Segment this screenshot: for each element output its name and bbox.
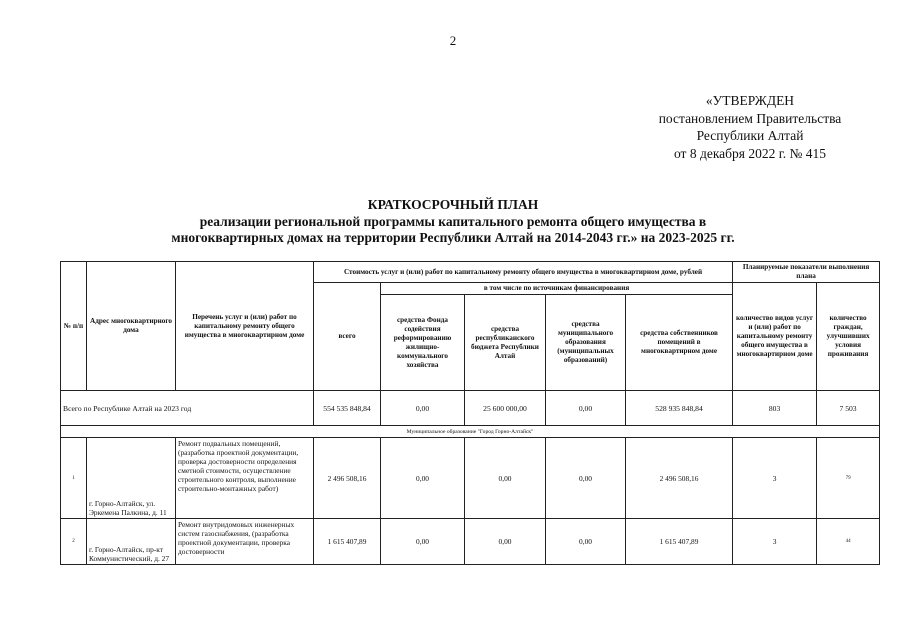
page-number: 2 xyxy=(449,33,457,48)
row-address: г. Горно-Алтайск, пр-кт Коммунистический, д. 27 xyxy=(87,519,176,565)
row-total: 2 496 508,16 xyxy=(314,438,381,519)
header-sources-group: в том числе по источникам финансирования xyxy=(381,283,733,295)
municipality-row xyxy=(61,426,880,438)
row-no: 2 xyxy=(61,519,87,565)
total-fund: 0,00 xyxy=(381,391,465,426)
approval-line-4: от 8 декабря 2022 г. № 415 xyxy=(673,145,827,161)
row-total: 1 615 407,89 xyxy=(314,519,381,565)
title-line-2: реализации региональной программы капитального ремонта общего имущества в xyxy=(199,213,707,229)
total-republic: 25 600 000,00 xyxy=(465,391,546,426)
row-fund: 0,00 xyxy=(381,519,465,565)
row-works: Ремонт подвальных помещений, (разработка проектной документации, проверка достоверности определения сметной стоимости, осуществление строительного контроля, выполнение строительно-монтажных работ) xyxy=(176,438,314,519)
header-republic: средства республиканского бюджета Республики Алтай xyxy=(465,295,546,391)
header-cost-group: Стоимость услуг и (или) работ по капитальному ремонту общего имущества в многоквартирном доме, рублей xyxy=(314,262,733,283)
total-owners: 528 935 848,84 xyxy=(626,391,733,426)
row-republic: 0,00 xyxy=(465,438,546,519)
row-municipal: 0,00 xyxy=(546,519,626,565)
table-row xyxy=(61,438,880,519)
row-municipal: 0,00 xyxy=(546,438,626,519)
header-count-works: количество видов услуг и (или) работ по капитальному ремонту общего имущества в многоквартирном доме xyxy=(733,283,817,391)
municipality-label: Муниципальное образование "Город Горно-Алтайск" xyxy=(61,426,880,438)
row-owners: 2 496 508,16 xyxy=(626,438,733,519)
header-works: Перечень услуг и (или) работ по капитальному ремонту общего имущества в многоквартирном доме xyxy=(176,262,314,391)
row-no: 1 xyxy=(61,438,87,519)
row-citizens: 79 xyxy=(817,438,880,519)
total-count: 803 xyxy=(733,391,817,426)
row-citizens: 44 xyxy=(817,519,880,565)
total-citizens: 7 503 xyxy=(817,391,880,426)
row-owners: 1 615 407,89 xyxy=(626,519,733,565)
row-works: Ремонт внутридомовых инженерных систем газоснабжения, (разработка проектной документации, проверка достоверности xyxy=(176,519,314,565)
header-address: Адрес многоквартирного дома xyxy=(87,262,176,391)
total-sum: 554 535 848,84 xyxy=(314,391,381,426)
header-owners: средства собственников помещений в многоквартирном доме xyxy=(626,295,733,391)
row-count: 3 xyxy=(733,438,817,519)
approval-stamp xyxy=(600,92,900,162)
total-label: Всего по Республике Алтай на 2023 год xyxy=(61,391,314,426)
header-fund: средства Фонда содействия реформированию жилищно-коммунального хозяйства xyxy=(381,295,465,391)
row-fund: 0,00 xyxy=(381,438,465,519)
approval-line-2: постановлением Правительства xyxy=(658,110,842,126)
row-republic: 0,00 xyxy=(465,519,546,565)
header-municipal: средства муниципального образования (муниципальных образований) xyxy=(546,295,626,391)
row-count: 3 xyxy=(733,519,817,565)
title-line-3: многоквартирных домах на территории Республики Алтай на 2014-2043 гг.» на 2023-2025 гг. xyxy=(171,230,735,245)
document-title xyxy=(0,197,906,247)
header-citizens: количество граждан, улучшивших условия проживания xyxy=(817,283,880,391)
row-address: г. Горно-Алтайск, ул. Эркемена Палкина, д. 11 xyxy=(87,438,176,519)
header-plan-group: Планируемые показатели выполнения плана xyxy=(733,262,880,283)
header-no: № п/п xyxy=(61,262,87,391)
table-row xyxy=(61,519,880,565)
plan-table xyxy=(60,261,880,565)
approval-line-3: Республики Алтай xyxy=(696,128,804,143)
title-line-1: КРАТКОСРОЧНЫЙ ПЛАН xyxy=(367,197,539,212)
total-municipal: 0,00 xyxy=(546,391,626,426)
total-row xyxy=(61,391,880,426)
header-total: всего xyxy=(314,283,381,391)
approval-line-1: «УТВЕРЖДЕН xyxy=(705,93,795,108)
